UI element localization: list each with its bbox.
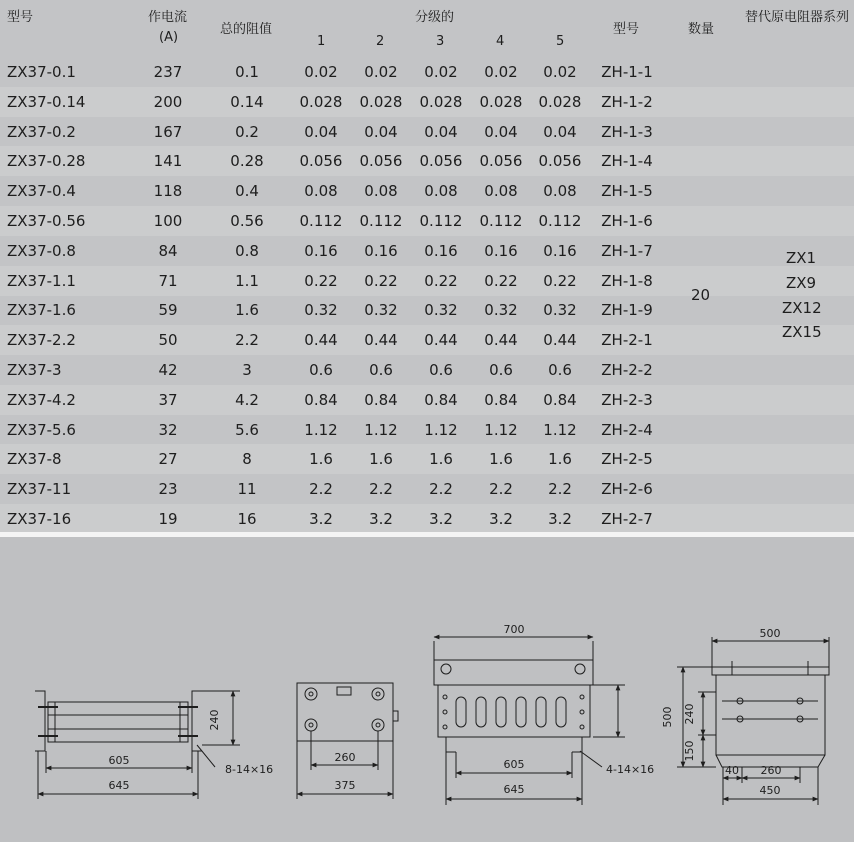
cell-step-4: 0.32 xyxy=(484,301,518,320)
cell-element-model: ZH-1-9 xyxy=(601,301,653,320)
cell-step-1: 2.2 xyxy=(309,480,333,499)
drawing-cabinet-side xyxy=(434,637,625,805)
cell-total-resistance: 0.1 xyxy=(235,63,259,81)
dim-label: 645 xyxy=(503,783,525,796)
header-step-5: 5 xyxy=(556,34,565,49)
cell-current: 237 xyxy=(153,63,183,81)
cell-total-resistance: 0.56 xyxy=(230,212,264,230)
dim-label: 240 xyxy=(208,709,221,731)
cell-step-5: 0.44 xyxy=(543,331,577,350)
cell-model: ZX37-0.1 xyxy=(7,63,76,81)
cell-step-1: 0.02 xyxy=(304,63,338,81)
replaces-value: ZX1 xyxy=(786,249,817,267)
cell-step-1: 0.6 xyxy=(309,361,333,379)
cell-step-5: 3.2 xyxy=(548,510,572,528)
header-replaces: 替代原电阻器系列 xyxy=(745,10,850,25)
cell-element-model: ZH-1-2 xyxy=(601,92,653,111)
cell-step-1: 0.84 xyxy=(304,390,338,409)
cell-step-3: 0.32 xyxy=(424,301,458,320)
cell-current: 167 xyxy=(153,122,183,141)
cell-step-5: 0.08 xyxy=(543,182,577,201)
cell-model: ZX37-16 xyxy=(7,510,72,528)
cell-step-3: 0.22 xyxy=(424,271,458,290)
cell-step-2: 0.028 xyxy=(359,92,403,111)
cell-step-3: 0.44 xyxy=(424,331,458,350)
cell-current: 200 xyxy=(153,92,183,111)
cell-step-2: 0.08 xyxy=(364,182,398,201)
cell-current: 59 xyxy=(158,301,178,320)
dim-label: 700 xyxy=(503,623,525,636)
cell-step-3: 0.028 xyxy=(419,92,463,111)
cell-current: 141 xyxy=(153,152,183,171)
dim-label: 150 xyxy=(683,740,696,762)
cell-step-5: 2.2 xyxy=(548,480,572,499)
cell-current: 50 xyxy=(158,331,178,350)
cell-current: 71 xyxy=(158,271,178,290)
cell-step-2: 0.16 xyxy=(364,241,398,260)
cell-current: 37 xyxy=(158,390,178,409)
header-step-2: 2 xyxy=(376,34,385,49)
cell-step-4: 1.6 xyxy=(489,450,513,469)
cell-step-2: 0.112 xyxy=(359,212,403,230)
dimension-drawings xyxy=(0,537,854,838)
cell-current: 100 xyxy=(153,212,183,230)
cell-step-1: 0.08 xyxy=(304,182,338,201)
cell-element-model: ZH-1-6 xyxy=(601,212,653,230)
dim-label: 8-14×16 xyxy=(225,763,274,776)
cell-step-1: 0.22 xyxy=(304,271,338,290)
cell-model: ZX37-0.4 xyxy=(7,182,76,201)
cell-model: ZX37-5.6 xyxy=(7,420,76,439)
cell-step-4: 0.22 xyxy=(484,271,518,290)
cell-step-4: 0.028 xyxy=(479,92,523,111)
cell-step-2: 1.12 xyxy=(364,420,398,439)
cell-current: 118 xyxy=(153,182,183,201)
header-step-1: 1 xyxy=(317,34,326,49)
cell-model: ZX37-0.8 xyxy=(7,241,76,260)
dim-label: 375 xyxy=(334,779,356,792)
cell-step-1: 0.04 xyxy=(304,122,338,141)
cell-step-4: 0.16 xyxy=(484,241,518,260)
cell-step-3: 0.02 xyxy=(424,63,458,81)
cell-total-resistance: 0.4 xyxy=(235,182,259,201)
dim-label: 450 xyxy=(759,784,781,797)
cell-step-2: 0.84 xyxy=(364,390,398,409)
cell-total-resistance: 0.2 xyxy=(235,122,259,141)
cell-model: ZX37-4.2 xyxy=(7,390,76,409)
cell-element-model: ZH-1-7 xyxy=(601,241,653,260)
cell-model: ZX37-1.1 xyxy=(7,271,76,290)
dim-label: 605 xyxy=(503,758,525,771)
cell-step-4: 0.84 xyxy=(484,390,518,409)
cell-model: ZX37-8 xyxy=(7,450,62,469)
cell-step-3: 0.84 xyxy=(424,390,458,409)
cell-step-4: 0.112 xyxy=(479,212,523,230)
cell-total-resistance: 2.2 xyxy=(235,331,259,350)
cell-total-resistance: 3 xyxy=(242,361,252,379)
drawing-cabinet-end xyxy=(677,637,829,805)
cell-step-4: 0.6 xyxy=(489,361,513,379)
replaces-value: ZX12 xyxy=(782,299,822,317)
dim-label: 500 xyxy=(759,627,781,640)
cell-step-5: 0.056 xyxy=(538,152,582,171)
cell-current: 19 xyxy=(158,510,178,528)
cell-element-model: ZH-1-1 xyxy=(601,63,653,81)
cell-step-4: 0.04 xyxy=(484,122,518,141)
header-step-3: 3 xyxy=(436,34,445,49)
cell-step-2: 1.6 xyxy=(369,450,393,469)
cell-total-resistance: 0.8 xyxy=(235,241,259,260)
cell-step-2: 0.44 xyxy=(364,331,398,350)
header-quantity: 数量 xyxy=(688,22,715,37)
cell-step-3: 0.16 xyxy=(424,241,458,260)
header-graded: 分级的 xyxy=(415,10,455,25)
drawing-side-view xyxy=(35,691,240,799)
cell-step-5: 1.12 xyxy=(543,420,577,439)
cell-total-resistance: 1.6 xyxy=(235,301,259,320)
header-total-resistance: 总的阻值 xyxy=(220,22,273,37)
cell-current: 42 xyxy=(158,361,178,379)
cell-step-3: 1.12 xyxy=(424,420,458,439)
cell-total-resistance: 5.6 xyxy=(235,420,259,439)
cell-step-4: 0.056 xyxy=(479,152,523,171)
cell-step-1: 0.16 xyxy=(304,241,338,260)
cell-step-5: 0.32 xyxy=(543,301,577,320)
cell-step-3: 1.6 xyxy=(429,450,453,469)
cell-step-2: 0.32 xyxy=(364,301,398,320)
cell-element-model: ZH-2-4 xyxy=(601,420,653,439)
dim-label: 645 xyxy=(108,779,130,792)
cell-model: ZX37-1.6 xyxy=(7,301,76,320)
cell-total-resistance: 0.14 xyxy=(230,92,264,111)
cell-step-1: 1.6 xyxy=(309,450,333,469)
cell-step-5: 0.22 xyxy=(543,271,577,290)
cell-step-3: 2.2 xyxy=(429,480,453,499)
cell-step-1: 0.028 xyxy=(299,92,343,111)
cell-step-4: 0.44 xyxy=(484,331,518,350)
dim-label: 500 xyxy=(661,706,674,728)
cell-current: 84 xyxy=(158,241,178,260)
dim-label: 260 xyxy=(334,751,356,764)
header-current-unit: (A) xyxy=(159,30,179,45)
cell-step-1: 0.32 xyxy=(304,301,338,320)
cell-total-resistance: 0.28 xyxy=(230,152,264,171)
cell-step-2: 0.04 xyxy=(364,122,398,141)
cell-model: ZX37-2.2 xyxy=(7,331,76,350)
cell-element-model: ZH-1-3 xyxy=(601,122,653,141)
cell-step-4: 0.02 xyxy=(484,63,518,81)
cell-total-resistance: 11 xyxy=(237,480,257,499)
dim-label: 40 xyxy=(725,764,739,777)
cell-step-3: 0.6 xyxy=(429,361,453,379)
cell-model: ZX37-0.56 xyxy=(7,212,86,230)
cell-step-4: 3.2 xyxy=(489,510,513,528)
cell-element-model: ZH-2-2 xyxy=(601,361,653,379)
cell-step-2: 3.2 xyxy=(369,510,393,528)
cell-step-5: 1.6 xyxy=(548,450,572,469)
cell-model: ZX37-11 xyxy=(7,480,72,499)
header-model: 型号 xyxy=(7,10,34,25)
header-element-model: 型号 xyxy=(613,22,640,37)
cell-step-2: 0.22 xyxy=(364,271,398,290)
cell-step-1: 0.44 xyxy=(304,331,338,350)
dim-label: 605 xyxy=(108,754,130,767)
cell-step-2: 0.6 xyxy=(369,361,393,379)
cell-element-model: ZH-2-3 xyxy=(601,390,653,409)
cell-element-model: ZH-2-7 xyxy=(601,510,653,528)
cell-model: ZX37-0.14 xyxy=(7,92,86,111)
header-step-4: 4 xyxy=(496,34,505,49)
cell-element-model: ZH-2-5 xyxy=(601,450,653,469)
cell-step-3: 0.04 xyxy=(424,122,458,141)
dim-label: 240 xyxy=(683,703,696,725)
cell-step-5: 0.6 xyxy=(548,361,572,379)
cell-element-model: ZH-2-6 xyxy=(601,480,653,499)
cell-element-model: ZH-1-5 xyxy=(601,182,653,201)
cell-step-4: 2.2 xyxy=(489,480,513,499)
cell-step-3: 0.056 xyxy=(419,152,463,171)
cell-step-5: 0.02 xyxy=(543,63,577,81)
cell-step-3: 0.08 xyxy=(424,182,458,201)
cell-step-5: 0.84 xyxy=(543,390,577,409)
cell-current: 32 xyxy=(158,420,178,439)
cell-element-model: ZH-2-1 xyxy=(601,331,653,350)
cell-total-resistance: 8 xyxy=(242,450,252,469)
cell-element-model: ZH-1-4 xyxy=(601,152,653,171)
cell-current: 27 xyxy=(158,450,178,469)
cell-element-model: ZH-1-8 xyxy=(601,271,653,290)
cell-step-1: 3.2 xyxy=(309,510,333,528)
cell-step-3: 0.112 xyxy=(419,212,463,230)
cell-step-1: 0.056 xyxy=(299,152,343,171)
cell-model: ZX37-0.28 xyxy=(7,152,86,171)
cell-step-5: 0.16 xyxy=(543,241,577,260)
cell-total-resistance: 1.1 xyxy=(235,271,259,290)
cell-model: ZX37-0.2 xyxy=(7,122,76,141)
cell-total-resistance: 4.2 xyxy=(235,390,259,409)
cell-step-2: 2.2 xyxy=(369,480,393,499)
cell-step-1: 0.112 xyxy=(299,212,343,230)
cell-step-5: 0.112 xyxy=(538,212,582,230)
cell-step-2: 0.02 xyxy=(364,63,398,81)
cell-step-5: 0.04 xyxy=(543,122,577,141)
cell-step-5: 0.028 xyxy=(538,92,582,111)
cell-total-resistance: 16 xyxy=(237,510,257,528)
dim-label: 4-14×16 xyxy=(606,763,655,776)
cell-model: ZX37-3 xyxy=(7,361,62,379)
cell-step-4: 1.12 xyxy=(484,420,518,439)
header-current: 作电流 xyxy=(148,10,188,25)
cell-current: 23 xyxy=(158,480,178,499)
dim-label: 260 xyxy=(760,764,782,777)
cell-step-1: 1.12 xyxy=(304,420,338,439)
cell-step-3: 3.2 xyxy=(429,510,453,528)
cell-step-4: 0.08 xyxy=(484,182,518,201)
replaces-value: ZX15 xyxy=(782,323,822,341)
quantity-value: 20 xyxy=(691,286,711,304)
cell-step-2: 0.056 xyxy=(359,152,403,171)
replaces-value: ZX9 xyxy=(786,274,817,292)
